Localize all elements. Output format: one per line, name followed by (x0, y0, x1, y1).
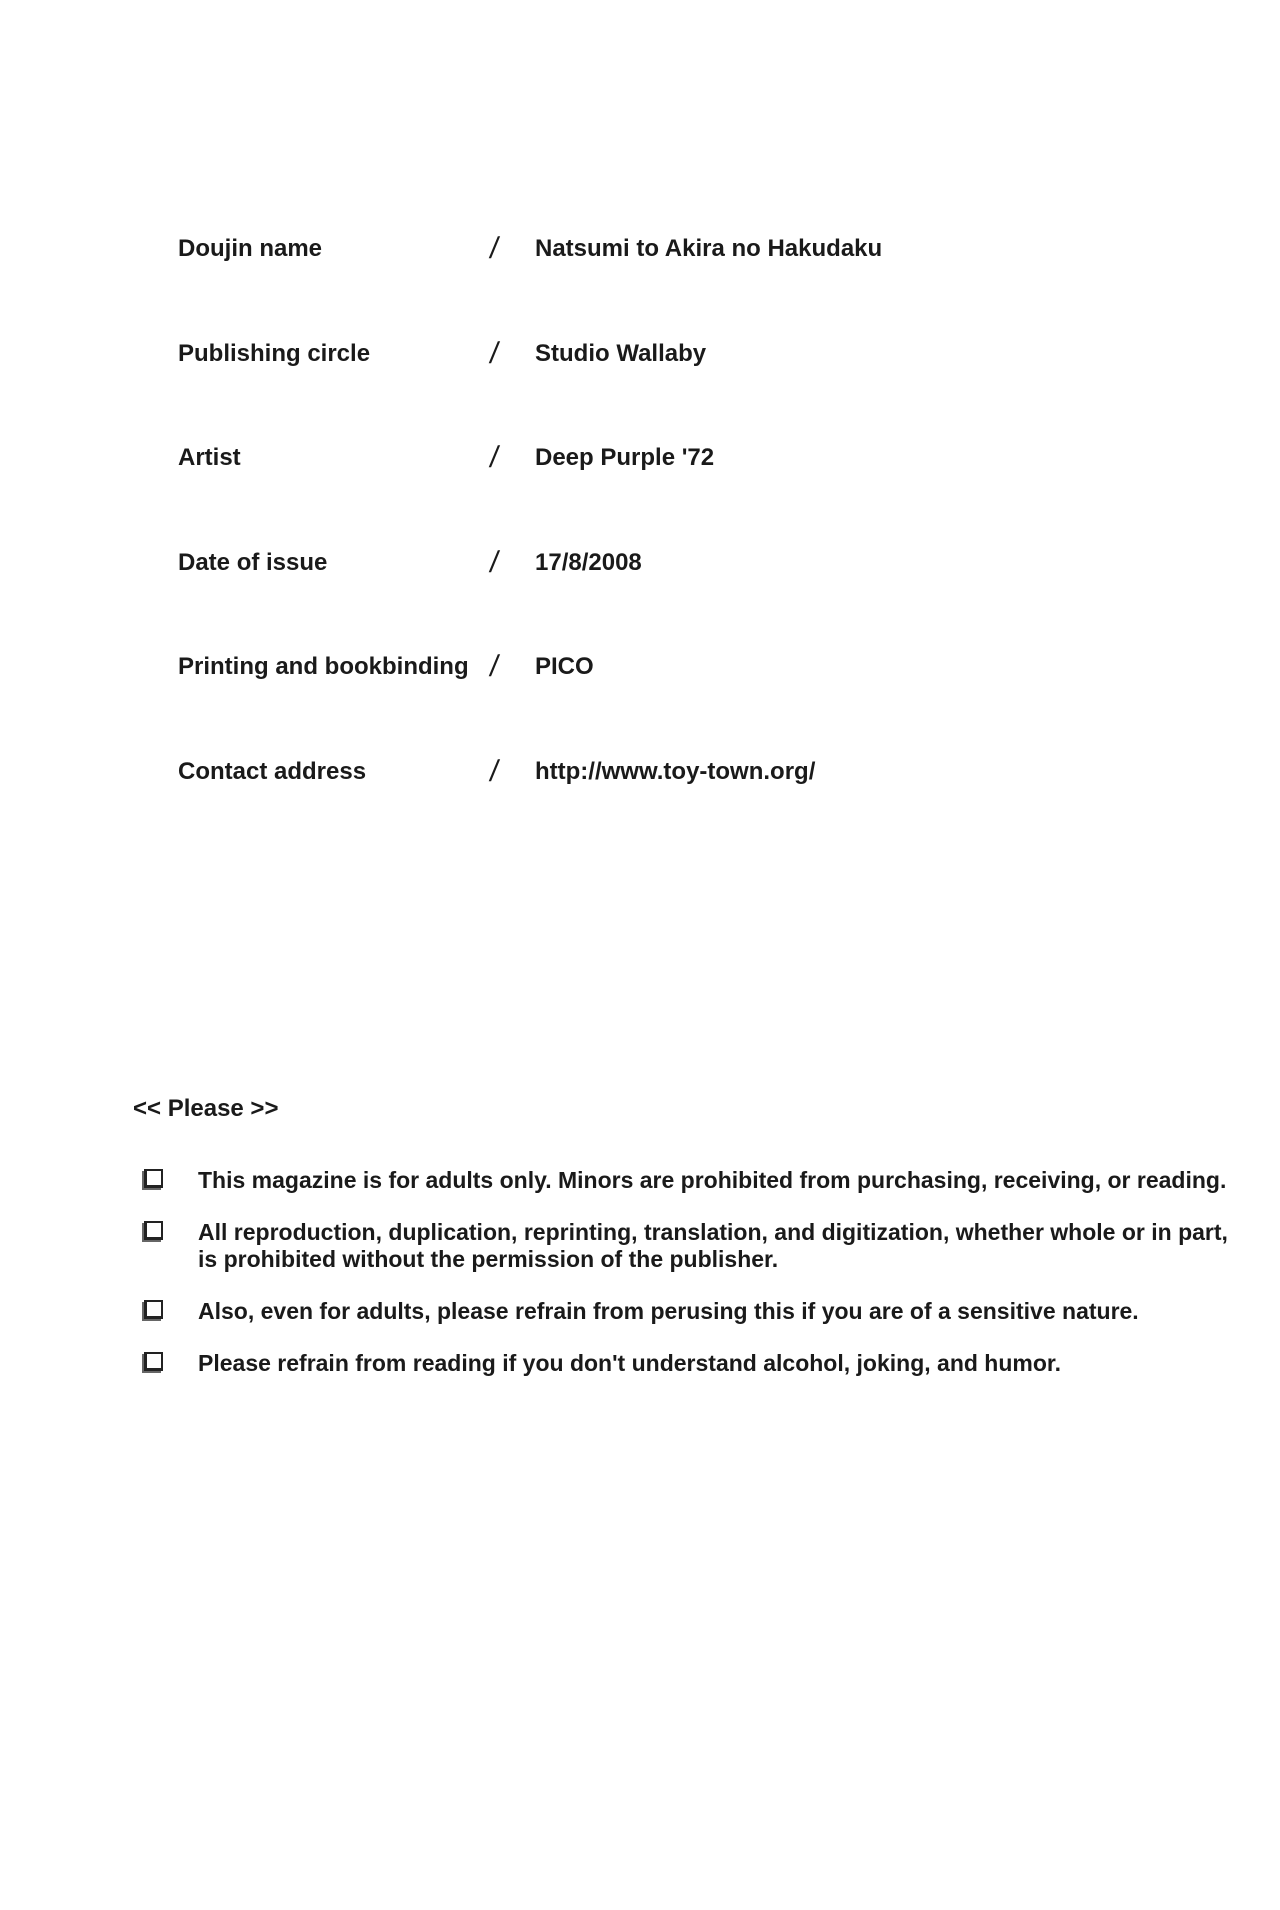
colophon-row-publishing-circle (178, 337, 1178, 371)
notice-text: Also, even for adults, please refrain from perusing this if you are of a sensitive nature. (198, 1298, 1139, 1324)
row-separator: / (487, 337, 501, 370)
checkbox-icon (144, 1352, 163, 1371)
colophon-row-date-of-issue (178, 546, 1178, 580)
row-value: 17/8/2008 (535, 549, 642, 576)
colophon-row-printing (178, 650, 1178, 684)
colophon-row-artist (178, 441, 1178, 475)
row-separator: / (487, 650, 501, 683)
row-label: Printing and bookbinding (178, 653, 469, 680)
row-label: Doujin name (178, 235, 323, 262)
row-label: Publishing circle (178, 340, 371, 367)
notice-text: All reproduction, duplication, reprinting, translation, and digitization, whether whole or in part, is prohibited without the permission of the publisher. (198, 1219, 1228, 1272)
row-label: Artist (178, 444, 241, 471)
row-label: Contact address (178, 758, 367, 785)
row-value: Deep Purple '72 (535, 444, 715, 471)
row-separator: / (487, 232, 501, 265)
notice-text: Please refrain from reading if you don't understand alcohol, joking, and humor. (198, 1350, 1061, 1376)
notices-heading: << Please >> (133, 1095, 279, 1122)
row-label: Date of issue (178, 549, 328, 576)
row-separator: / (487, 755, 501, 788)
notice-text: This magazine is for adults only. Minors are prohibited from purchasing, receiving, or reading. (198, 1167, 1227, 1193)
row-value: PICO (535, 653, 594, 680)
row-value: http://www.toy-town.org/ (535, 758, 816, 785)
row-separator: / (487, 441, 501, 474)
checkbox-icon (144, 1221, 163, 1240)
row-value: Natsumi to Akira no Hakudaku (535, 235, 883, 262)
colophon-row-contact-address (178, 755, 1178, 789)
row-value: Studio Wallaby (535, 340, 707, 367)
row-separator: / (487, 546, 501, 579)
colophon-row-doujin-name (178, 232, 1178, 266)
checkbox-icon (144, 1300, 163, 1319)
checkbox-icon (144, 1169, 163, 1188)
